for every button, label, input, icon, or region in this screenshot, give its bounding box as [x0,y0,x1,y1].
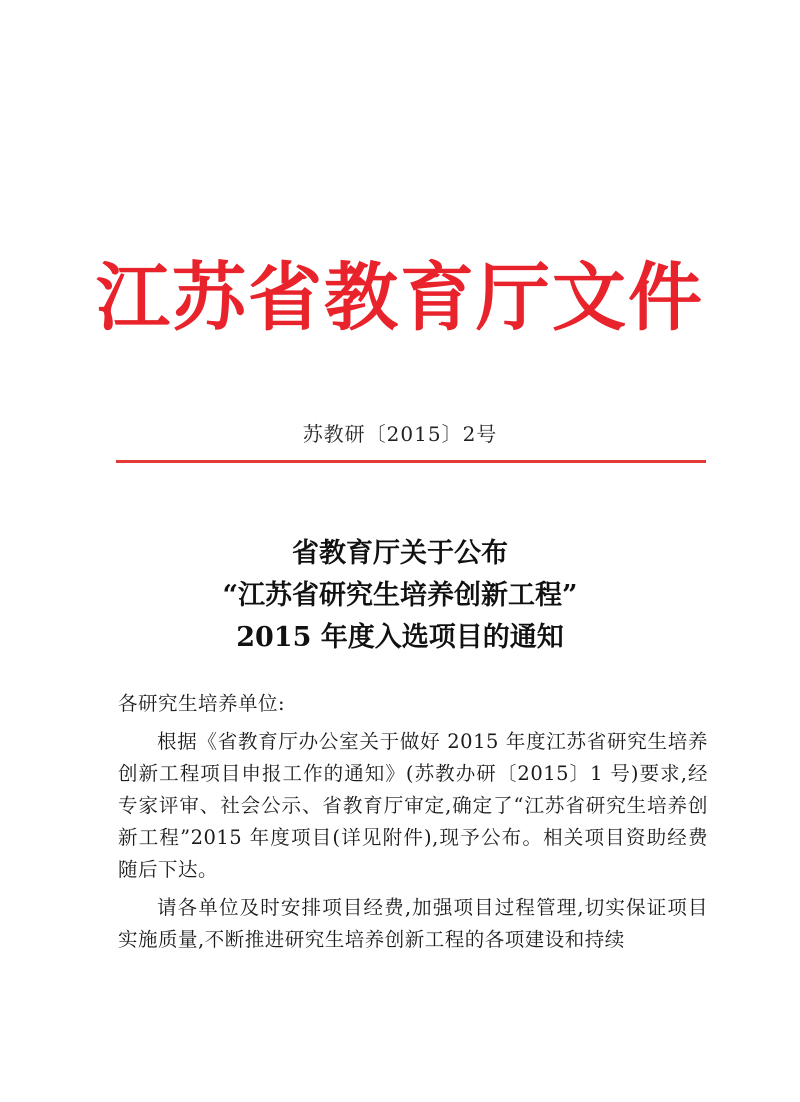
body-paragraph-2: 请各单位及时安排项目经费,加强项目过程管理,切实保证项目实施质量,不断推进研究生培养创新工程的各项建设和持续 [118,896,708,951]
notice-title [0,533,800,659]
notice-body [118,688,708,962]
document-number: 苏教研〔2015〕2号 [302,422,498,446]
body-paragraph-1: 根据《省教育厅办公室关于做好 2015 年度江苏省研究生培养创新工程项目申报工作的通知》(苏教办研〔2015〕1 号)要求,经专家评审、社会公示、省教育厅审定,确定了“江苏省研究生培养创新工程”2015 年度项目(详见附件),现予公布。相关项目资助经费随后下达。 [118,730,708,881]
title-line-3: 2015 年度入选项目的通知 [236,622,564,653]
title-line-1: 省教育厅关于公布 [292,538,508,569]
addressee: 各研究生培养单位: [118,692,286,715]
title-line-2: “江苏省研究生培养创新工程” [222,580,578,611]
red-divider-line [116,460,706,463]
masthead-title: 江苏省教育厅文件 [96,255,704,341]
